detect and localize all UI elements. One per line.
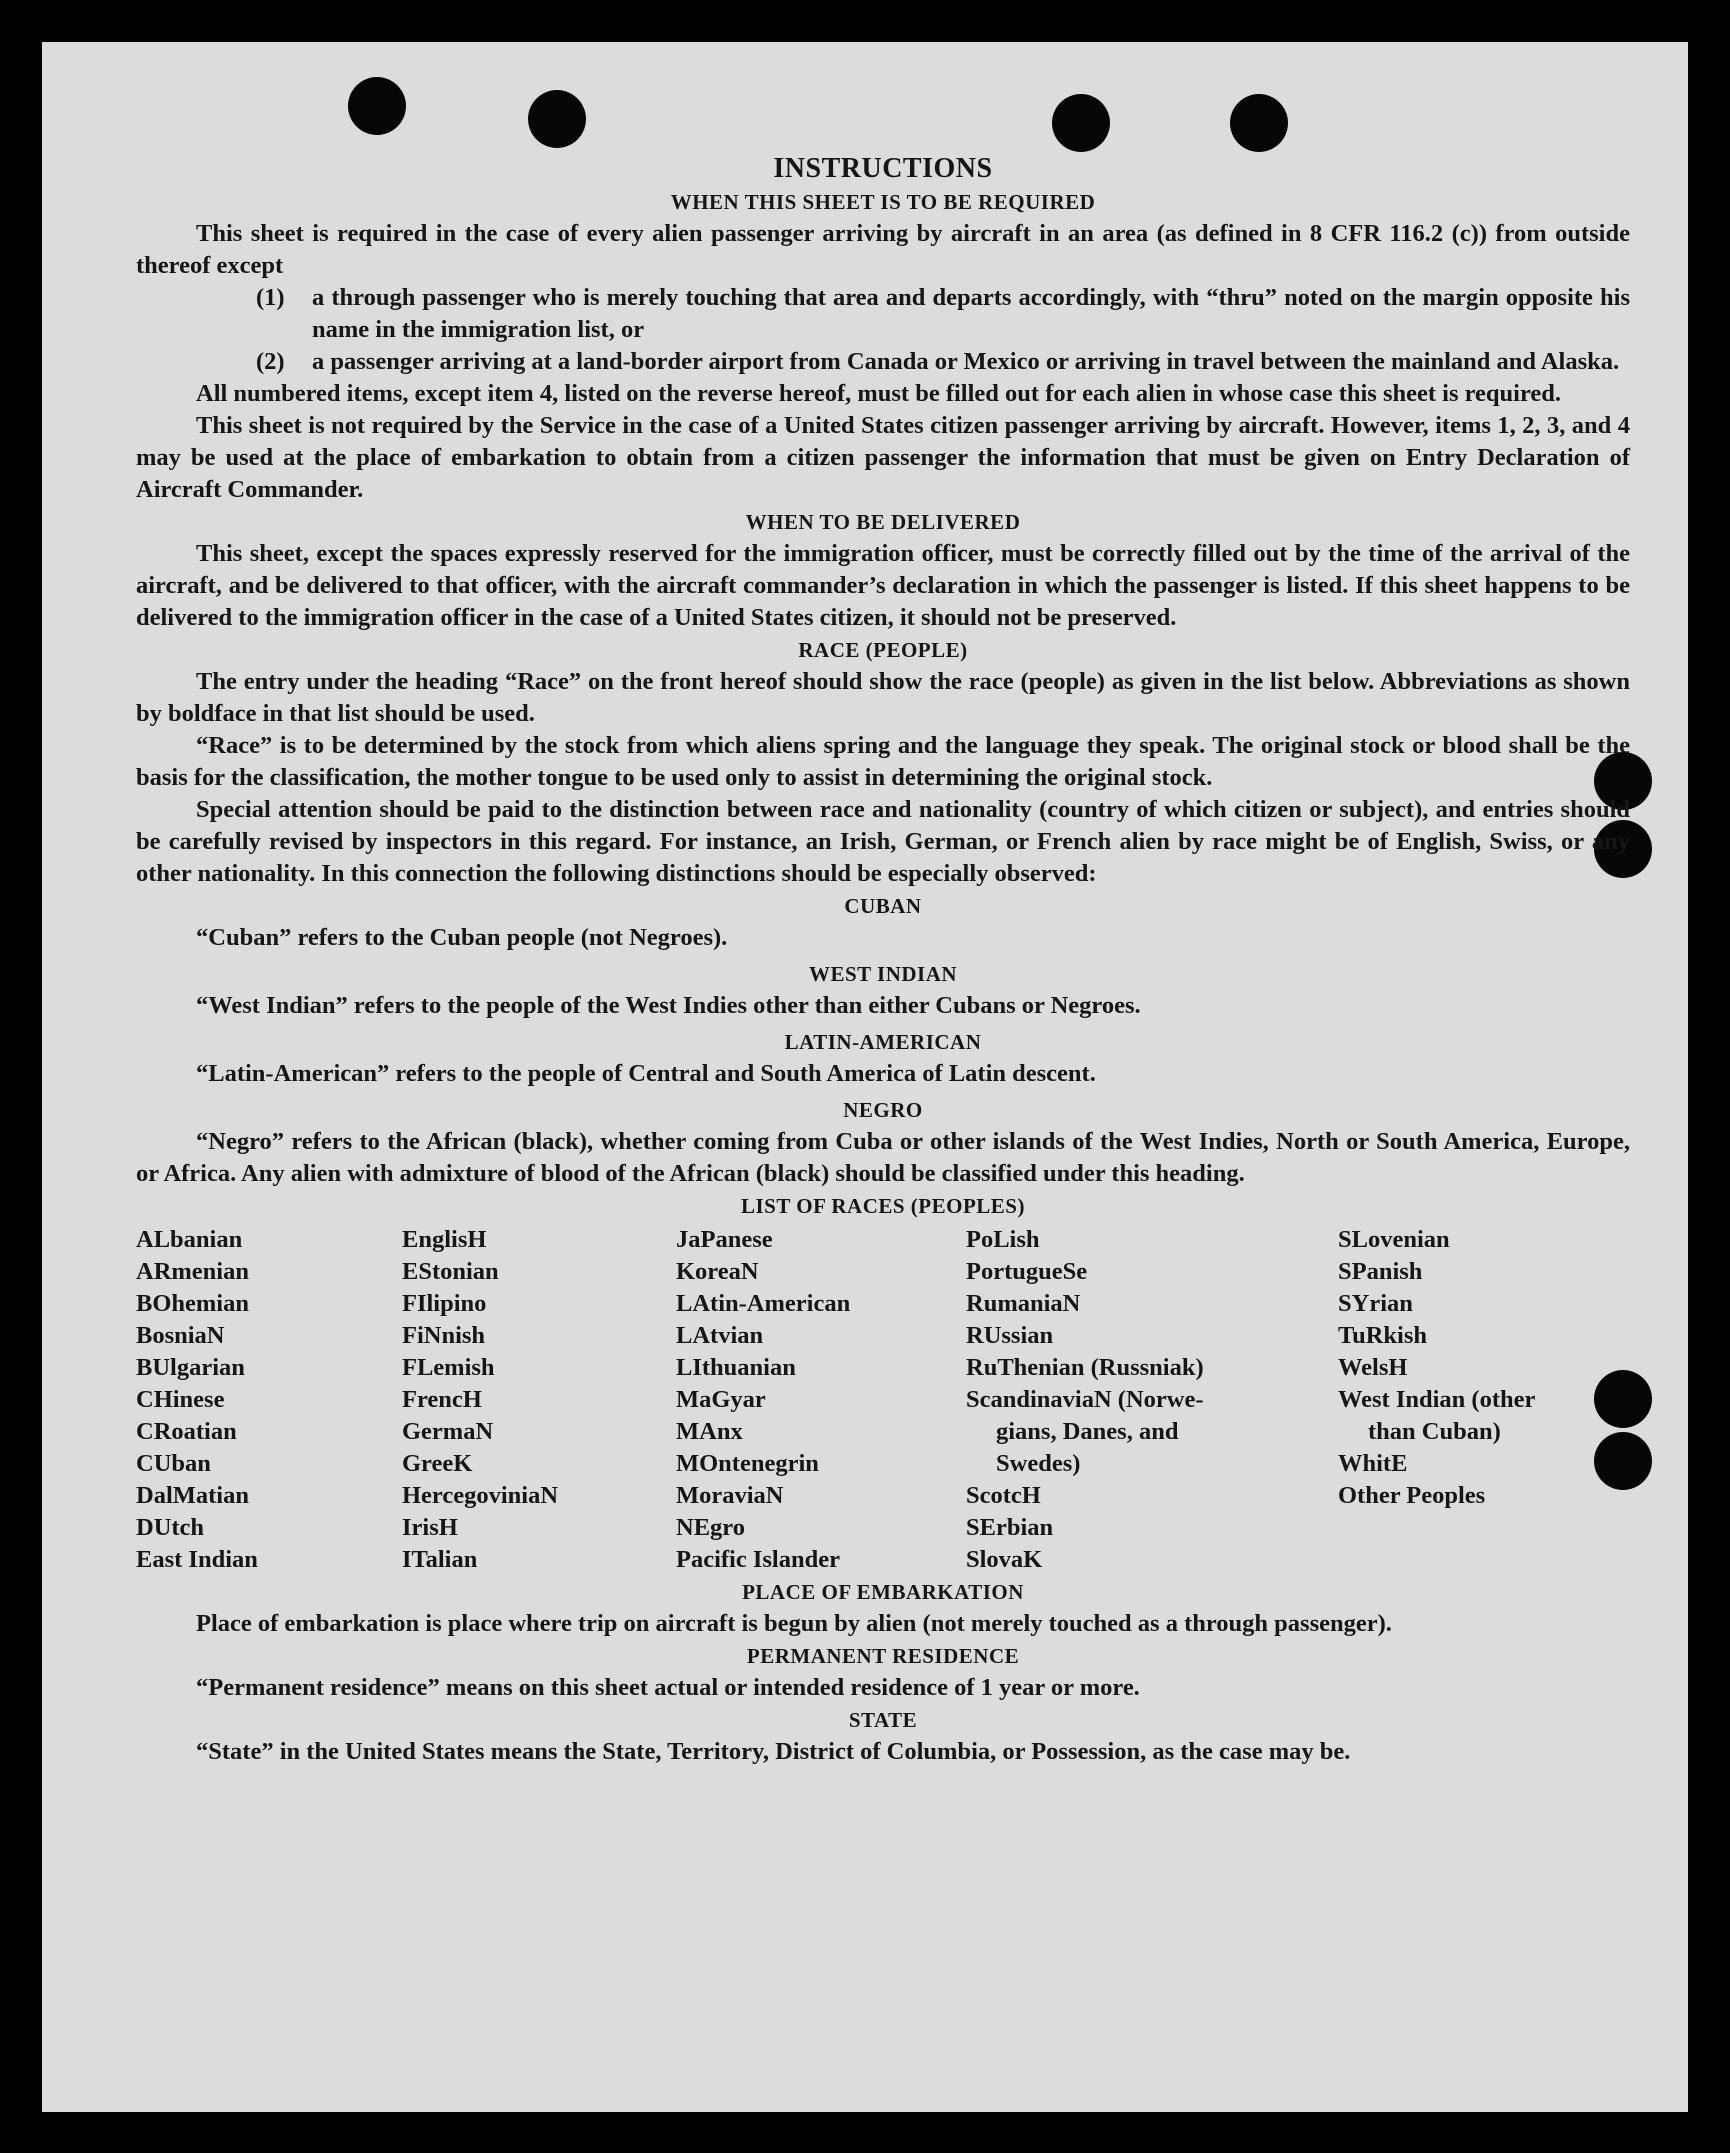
race-entry: EnglisH bbox=[402, 1226, 487, 1253]
section-heading-permanent-residence: PERMANENT RESIDENCE bbox=[746, 1644, 1020, 1668]
race-entry: TuRkish bbox=[1338, 1322, 1428, 1349]
race-entry: Pacific Islander bbox=[676, 1546, 840, 1573]
state-definition: “State” in the United States means the State, Territory, District of Columbia, or Possession, as the case may be. bbox=[196, 1738, 1351, 1765]
exception-text: a through passenger who is merely touching that area and departs accordingly, with “thru” noted on the margin opposite his name in the immigration list, or bbox=[312, 284, 1630, 343]
race-entry: NEgro bbox=[676, 1514, 745, 1541]
races-list bbox=[136, 1224, 1630, 1576]
section-heading-list-of-races: LIST OF RACES (PEOPLES) bbox=[741, 1194, 1025, 1218]
races-column-4 bbox=[966, 1224, 1338, 1576]
race-entry: FrencH bbox=[402, 1386, 482, 1413]
race-entry: KoreaN bbox=[676, 1258, 759, 1285]
punch-hole bbox=[348, 77, 406, 135]
section-heading-latin-american: LATIN-AMERICAN bbox=[784, 1030, 982, 1054]
race-entry-continuation: than Cuban) bbox=[1368, 1418, 1501, 1445]
race-entry-continuation: Swedes) bbox=[996, 1450, 1081, 1477]
race-entry: DUtch bbox=[136, 1514, 205, 1541]
punch-hole bbox=[1230, 94, 1288, 152]
when-required-intro: This sheet is required in the case of every alien passenger arriving by aircraft in an area (as defined in 8 CFR 116.2 (c)) from outside thereof except bbox=[136, 220, 1630, 279]
race-entry: HercegoviniaN bbox=[402, 1482, 559, 1509]
race-entry: MoraviaN bbox=[676, 1482, 784, 1509]
races-column-2 bbox=[402, 1224, 676, 1576]
race-entry: CUban bbox=[136, 1450, 211, 1477]
section-heading-race: RACE (PEOPLE) bbox=[798, 638, 968, 662]
race-entry: ScandinaviaN (Norwe- bbox=[966, 1386, 1204, 1413]
race-entry: SErbian bbox=[966, 1514, 1054, 1541]
race-entry: SlovaK bbox=[966, 1546, 1043, 1573]
race-entry: BUlgarian bbox=[136, 1354, 245, 1381]
race-paragraph-1: The entry under the heading “Race” on the front hereof should show the race (people) as given in the list below. Abbreviations as shown by boldface in that list should be used. bbox=[136, 668, 1630, 727]
latin-american-definition: “Latin-American” refers to the people of Central and South America of Latin descent. bbox=[196, 1060, 1096, 1087]
race-entry: WelsH bbox=[1338, 1354, 1408, 1381]
race-entry: BosniaN bbox=[136, 1322, 225, 1349]
race-entry: LIthuanian bbox=[676, 1354, 796, 1381]
punch-hole bbox=[528, 90, 586, 148]
race-entry-continuation: gians, Danes, and bbox=[996, 1418, 1179, 1445]
race-entry: GreeK bbox=[402, 1450, 473, 1477]
west-indian-definition: “West Indian” refers to the people of the West Indies other than either Cubans or Negroes. bbox=[196, 992, 1141, 1019]
section-heading-cuban: CUBAN bbox=[844, 894, 922, 918]
race-paragraph-3: Special attention should be paid to the distinction between race and nationality (country of which citizen or subject), and entries should be carefully revised by inspectors in this regard. For instance, an Irish, German, or French alien by race might be of English, Swiss, or any other nationality. In this connection the following distinctions should be especially observed: bbox=[136, 796, 1630, 887]
race-entry: RuThenian (Russniak) bbox=[966, 1354, 1204, 1381]
race-entry: FLemish bbox=[402, 1354, 495, 1381]
race-entry: WhitE bbox=[1338, 1450, 1408, 1477]
race-entry: SYrian bbox=[1338, 1290, 1413, 1317]
instructions-text bbox=[136, 152, 1630, 1768]
section-heading-embarkation: PLACE OF EMBARKATION bbox=[742, 1580, 1024, 1604]
race-entry: BOhemian bbox=[136, 1290, 249, 1317]
negro-definition: “Negro” refers to the African (black), whether coming from Cuba or other islands of the West Indies, North or South America, Europe, or Africa. Any alien with admixture of blood of the African (black) should be classified under this heading. bbox=[136, 1128, 1630, 1187]
race-entry: RumaniaN bbox=[966, 1290, 1081, 1317]
section-heading-negro: NEGRO bbox=[843, 1098, 923, 1122]
exception-number: (2) bbox=[256, 348, 285, 375]
permanent-residence-definition: “Permanent residence” means on this sheet actual or intended residence of 1 year or more. bbox=[196, 1674, 1140, 1701]
race-entry: DalMatian bbox=[136, 1482, 249, 1509]
instructions-title: INSTRUCTIONS bbox=[773, 153, 993, 184]
section-heading-west-indian: WEST INDIAN bbox=[808, 962, 958, 986]
race-entry: ITalian bbox=[402, 1546, 478, 1573]
exception-number: (1) bbox=[256, 284, 285, 311]
race-entry: West Indian (other bbox=[1338, 1386, 1536, 1413]
race-entry: LAtvian bbox=[676, 1322, 764, 1349]
race-entry: LAtin-American bbox=[676, 1290, 851, 1317]
race-entry: ALbanian bbox=[136, 1226, 243, 1253]
race-entry: JaPanese bbox=[676, 1226, 773, 1253]
race-entry: GermaN bbox=[402, 1418, 494, 1445]
races-column-3 bbox=[676, 1224, 966, 1576]
races-column-1 bbox=[136, 1224, 402, 1576]
punch-hole bbox=[1052, 94, 1110, 152]
race-entry: MOntenegrin bbox=[676, 1450, 819, 1477]
race-entry: MaGyar bbox=[676, 1386, 766, 1413]
race-entry: RUssian bbox=[966, 1322, 1054, 1349]
section-heading-when-delivered: WHEN TO BE DELIVERED bbox=[745, 510, 1021, 534]
race-entry: SPanish bbox=[1338, 1258, 1423, 1285]
section-heading-when-required: WHEN THIS SHEET IS TO BE REQUIRED bbox=[670, 190, 1096, 214]
embarkation-definition: Place of embarkation is place where trip on aircraft is begun by alien (not merely touched as a through passenger). bbox=[196, 1610, 1392, 1637]
race-entry: IrisH bbox=[402, 1514, 458, 1541]
numbered-items-note: All numbered items, except item 4, listed on the reverse hereof, must be filled out for each alien in whose case this sheet is required. bbox=[196, 380, 1562, 407]
citizen-note: This sheet is not required by the Service in the case of a United States citizen passenger arriving by aircraft. However, items 1, 2, 3, and 4 may be used at the place of embarkation to obtain from a citizen passenger the information that must be given on Entry Declaration of Aircraft Commander. bbox=[136, 412, 1630, 503]
race-entry: PortugueSe bbox=[966, 1258, 1088, 1285]
race-entry: ARmenian bbox=[136, 1258, 249, 1285]
races-column-5 bbox=[1338, 1224, 1630, 1576]
exception-item-1 bbox=[136, 282, 1630, 346]
race-entry: EStonian bbox=[402, 1258, 499, 1285]
section-heading-state: STATE bbox=[848, 1708, 918, 1732]
race-entry: Other Peoples bbox=[1338, 1482, 1486, 1509]
race-entry: FIlipino bbox=[402, 1290, 487, 1317]
race-entry: East Indian bbox=[136, 1546, 258, 1573]
race-entry: MAnx bbox=[676, 1418, 743, 1445]
race-entry: ScotcH bbox=[966, 1482, 1041, 1509]
race-entry: FiNnish bbox=[402, 1322, 486, 1349]
exception-text: a passenger arriving at a land-border airport from Canada or Mexico or arriving in travel between the mainland and Alaska. bbox=[312, 348, 1620, 375]
race-entry: CRoatian bbox=[136, 1418, 237, 1445]
race-entry: CHinese bbox=[136, 1386, 225, 1413]
race-entry: SLovenian bbox=[1338, 1226, 1450, 1253]
race-paragraph-2: “Race” is to be determined by the stock from which aliens spring and the language they speak. The original stock or blood shall be the basis for the classification, the mother tongue to be used only to assist in determining the original stock. bbox=[136, 732, 1630, 791]
exception-item-2 bbox=[136, 346, 1630, 378]
race-entry: PoLish bbox=[966, 1226, 1040, 1253]
cuban-definition: “Cuban” refers to the Cuban people (not Negroes). bbox=[196, 924, 728, 951]
when-delivered-text: This sheet, except the spaces expressly reserved for the immigration officer, must be correctly filled out by the time of the arrival of the aircraft, and be delivered to that officer, with the aircraft commander’s declaration in which the passenger is listed. If this sheet happens to be delivered to the immigration officer in the case of a United States citizen, it should not be preserved. bbox=[136, 540, 1630, 631]
document-page bbox=[42, 42, 1688, 2112]
